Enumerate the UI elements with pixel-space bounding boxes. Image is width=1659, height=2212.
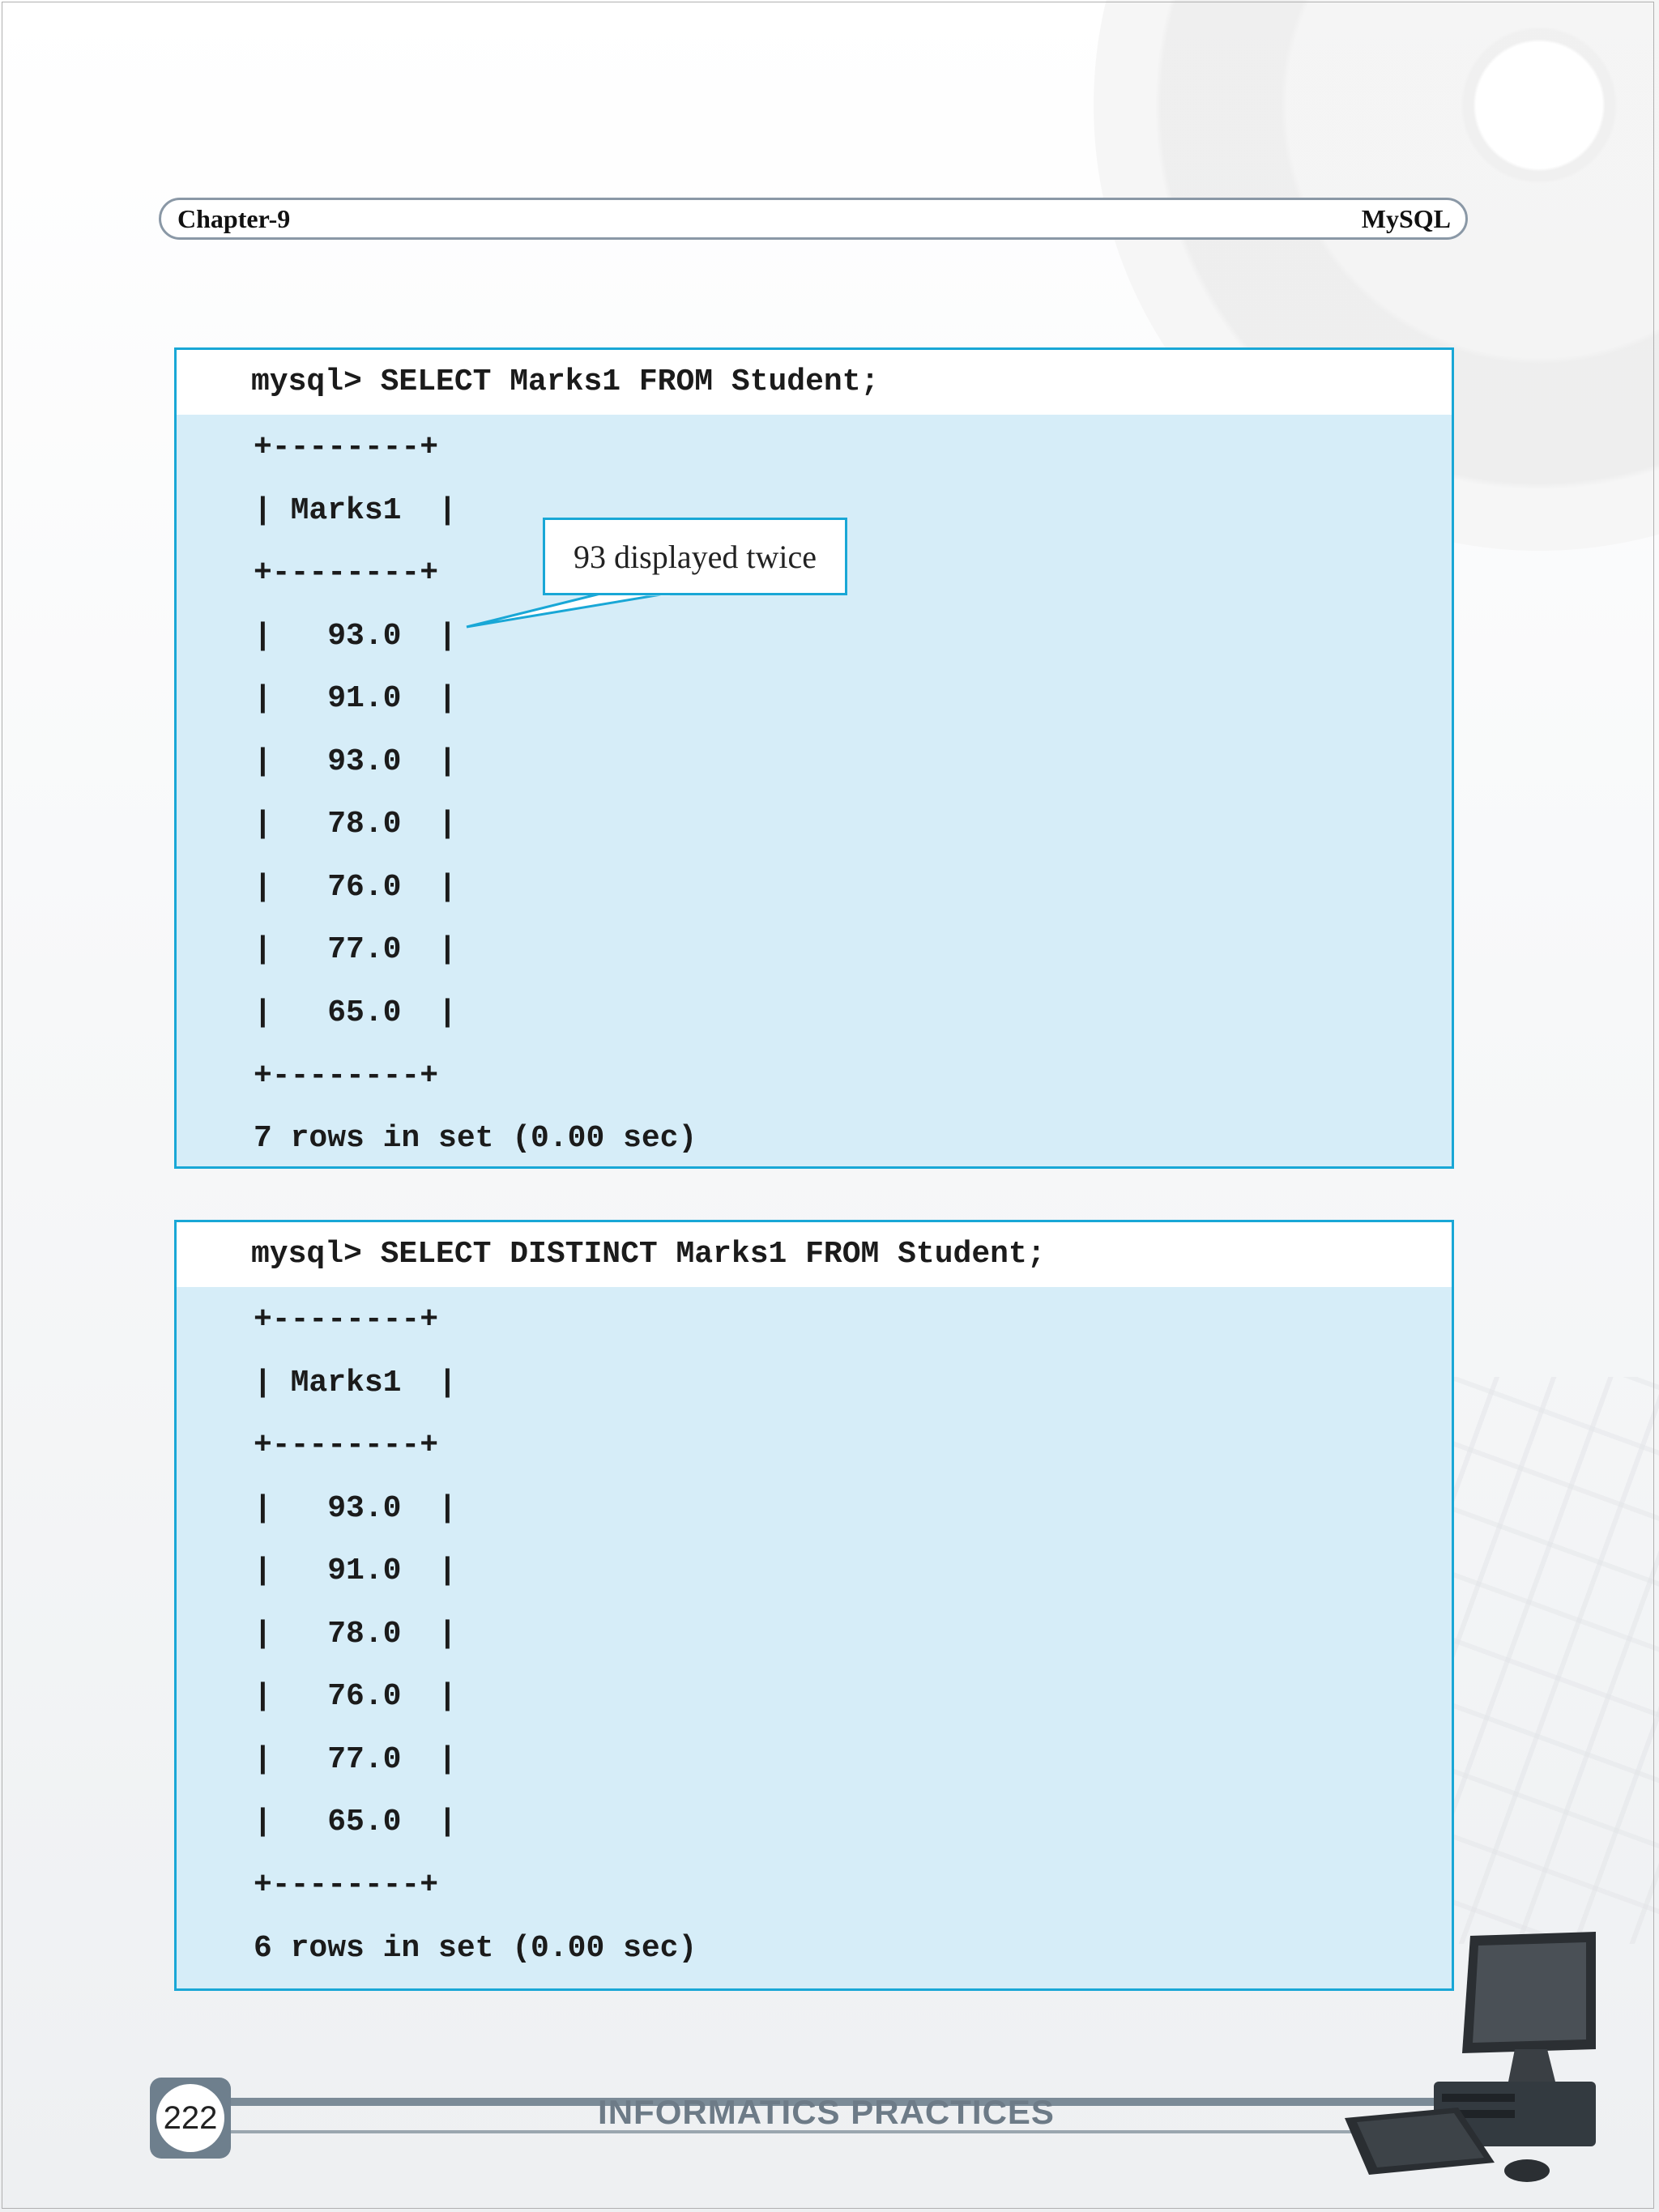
output-line: | 77.0 | (254, 932, 457, 967)
output-line: | 78.0 | (254, 1617, 457, 1652)
sql-command-1: mysql> SELECT Marks1 FROM Student; (177, 350, 1452, 415)
output-line: +--------+ (254, 1302, 439, 1337)
output-line: | 91.0 | (254, 681, 457, 716)
chapter-label: Chapter-9 (177, 203, 291, 233)
query-output-box-2 (174, 1220, 1454, 1991)
output-line: | 93.0 | (254, 1491, 457, 1526)
output-line: | 65.0 | (254, 1805, 457, 1839)
output-line: +--------+ (254, 1428, 439, 1463)
output-line: | 93.0 | (254, 619, 457, 654)
output-line: | 77.0 | (254, 1742, 457, 1777)
topic-label: MySQL (1361, 203, 1451, 233)
output-line: +--------+ (254, 556, 439, 590)
output-line: | 76.0 | (254, 870, 457, 905)
output-line: | Marks1 | (254, 1366, 457, 1400)
output-line: | 91.0 | (254, 1554, 457, 1588)
output-line: | 76.0 | (254, 1679, 457, 1714)
computer-illustration-icon (1328, 1928, 1596, 2195)
output-line: | 78.0 | (254, 807, 457, 842)
callout-note: 93 displayed twice (543, 518, 847, 595)
output-line: | Marks1 | (254, 493, 457, 528)
page-number: 222 (156, 2084, 224, 2152)
output-line: +--------+ (254, 430, 439, 465)
result-summary-1: 7 rows in set (0.00 sec) (254, 1121, 697, 1156)
sql-command-2: mysql> SELECT DISTINCT Marks1 FROM Student; (177, 1222, 1452, 1287)
result-summary-2: 6 rows in set (0.00 sec) (254, 1931, 697, 1966)
output-line: +--------+ (254, 1868, 439, 1903)
footer-title: INFORMATICS PRACTICES (598, 2093, 1055, 2131)
output-line: | 65.0 | (254, 995, 457, 1030)
output-line: +--------+ (254, 1059, 439, 1093)
output-line: | 93.0 | (254, 744, 457, 779)
